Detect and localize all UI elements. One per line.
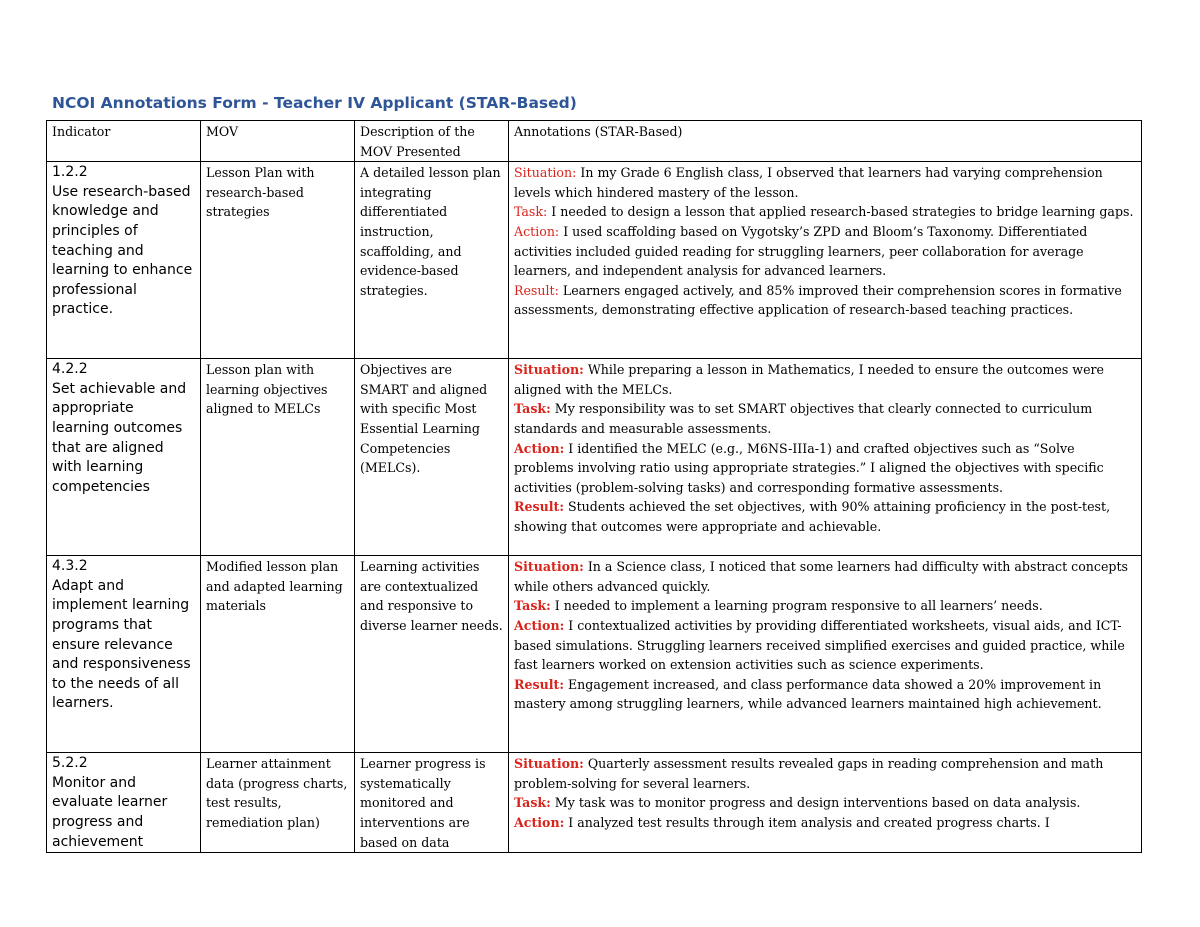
situation-line <box>514 360 1136 399</box>
column-header-mov: MOV <box>201 121 355 162</box>
indicator-cell <box>47 162 201 359</box>
indicator-text: Adapt and implement learning programs that ensure relevance and responsiveness to the needs of all learners. <box>52 577 191 712</box>
page-title: NCOI Annotations Form - Teacher IV Applicant (STAR-Based) <box>52 94 577 112</box>
annotation-cell <box>509 359 1142 556</box>
task-line <box>514 202 1136 222</box>
table-row <box>47 359 1142 556</box>
action-line <box>514 616 1136 675</box>
task-label: Task: <box>514 401 551 417</box>
mov-cell: Learner attainment data (progress charts, test results, remediation plan) <box>201 753 355 853</box>
situation-label: Situation: <box>514 756 584 772</box>
situation-line <box>514 754 1136 793</box>
indicator-code: 5.2.2 <box>52 755 88 772</box>
table-row <box>47 753 1142 853</box>
annotation-cell <box>509 556 1142 753</box>
annotation-cell <box>509 753 1142 853</box>
indicator-text: Monitor and evaluate learner progress and achievement <box>52 774 168 850</box>
situation-text: In my Grade 6 English class, I observed that learners had varying comprehension levels which hindered mastery of the lesson. <box>514 165 1103 200</box>
task-line <box>514 399 1136 438</box>
task-text: I needed to design a lesson that applied research-based strategies to bridge learning gaps. <box>547 204 1134 220</box>
situation-label: Situation: <box>514 362 584 378</box>
description-cell: Learning activities are contextualized and responsive to diverse learner needs. <box>355 556 509 753</box>
action-label: Action: <box>514 617 565 633</box>
action-label: Action: <box>514 814 565 830</box>
result-text: Students achieved the set objectives, with 90% attaining proficiency in the post-test, showing that outcomes were appropriate and achievable. <box>514 499 1111 534</box>
mov-cell: Modified lesson plan and adapted learning materials <box>201 556 355 753</box>
situation-label: Situation: <box>514 165 577 181</box>
task-label: Task: <box>514 598 551 614</box>
result-label: Result: <box>514 676 564 692</box>
indicator-text: Use research-based knowledge and principles of teaching and learning to enhance professional practice. <box>52 183 193 318</box>
description-cell: Objectives are SMART and aligned with specific Most Essential Learning Competencies (MELCs). <box>355 359 509 556</box>
result-text: Learners engaged actively, and 85% improved their comprehension scores in formative assessments, demonstrating effective application of research-based teaching practices. <box>514 282 1122 318</box>
mov-cell: Lesson plan with learning objectives aligned to MELCs <box>201 359 355 556</box>
task-line <box>514 793 1136 813</box>
action-line <box>514 813 1136 833</box>
table-row <box>47 162 1142 359</box>
mov-cell: Lesson Plan with research-based strategies <box>201 162 355 359</box>
action-text: I identified the MELC (e.g., M6NS-IIIa-1) and crafted objectives such as “Solve problems involving ratio using appropriate strategies.” I aligned the objectives with specific activities (problem-solving tasks) and corresponding formative assessments. <box>514 440 1104 495</box>
action-text: I analyzed test results through item analysis and created progress charts. I <box>564 814 1050 830</box>
result-label: Result: <box>514 499 564 515</box>
table-header-row <box>47 121 1142 162</box>
action-line <box>514 222 1136 281</box>
result-line <box>514 497 1136 536</box>
situation-text: While preparing a lesson in Mathematics, I needed to ensure the outcomes were aligned with the MELCs. <box>514 362 1104 397</box>
indicator-code: 1.2.2 <box>52 164 88 181</box>
result-line <box>514 675 1136 714</box>
table-row <box>47 556 1142 753</box>
task-label: Task: <box>514 795 551 811</box>
column-header-annotations: Annotations (STAR-Based) <box>509 121 1142 162</box>
situation-text: In a Science class, I noticed that some learners had difficulty with abstract concepts while others advanced quickly. <box>514 559 1128 594</box>
task-line <box>514 596 1136 616</box>
action-text: I contextualized activities by providing differentiated worksheets, visual aids, and ICT-based simulations. Struggling learners received simplified exercises and guided practice, while fast learners worked on extension activities such as science experiments. <box>514 617 1125 673</box>
action-label: Action: <box>514 440 565 456</box>
indicator-code: 4.3.2 <box>52 558 88 575</box>
result-label: Result: <box>514 282 559 298</box>
description-cell: Learner progress is systematically monitored and interventions are based on data <box>355 753 509 853</box>
result-text: Engagement increased, and class performance data showed a 20% improvement in mastery among struggling learners, while advanced learners maintained high achievement. <box>514 676 1102 712</box>
task-text: I needed to implement a learning program responsive to all learners’ needs. <box>550 598 1043 614</box>
situation-line <box>514 557 1136 596</box>
task-label: Task: <box>514 204 548 220</box>
result-line <box>514 281 1136 320</box>
indicator-text: Set achievable and appropriate learning outcomes that are aligned with learning competencies <box>52 380 187 495</box>
annotations-table <box>46 120 1142 853</box>
action-label: Action: <box>514 223 560 239</box>
action-text: I used scaffolding based on Vygotsky’s ZPD and Bloom’s Taxonomy. Differentiated activities included guided reading for struggling learners, peer collaboration for average learners, and independent analysis for advanced learners. <box>514 223 1088 279</box>
column-header-description: Description of the MOV Presented <box>355 121 509 162</box>
description-cell: A detailed lesson plan integrating differentiated instruction, scaffolding, and evidence-based strategies. <box>355 162 509 359</box>
indicator-code: 4.2.2 <box>52 361 88 378</box>
task-text: My responsibility was to set SMART objectives that clearly connected to curriculum standards and measurable assessments. <box>514 401 1093 436</box>
indicator-cell <box>47 556 201 753</box>
indicator-cell <box>47 753 201 853</box>
situation-text: Quarterly assessment results revealed gaps in reading comprehension and math problem-solving for several learners. <box>514 756 1104 791</box>
situation-label: Situation: <box>514 559 584 575</box>
situation-line <box>514 163 1136 202</box>
column-header-indicator: Indicator <box>47 121 201 162</box>
task-text: My task was to monitor progress and design interventions based on data analysis. <box>550 795 1081 811</box>
indicator-cell <box>47 359 201 556</box>
action-line <box>514 439 1136 498</box>
annotation-cell <box>509 162 1142 359</box>
